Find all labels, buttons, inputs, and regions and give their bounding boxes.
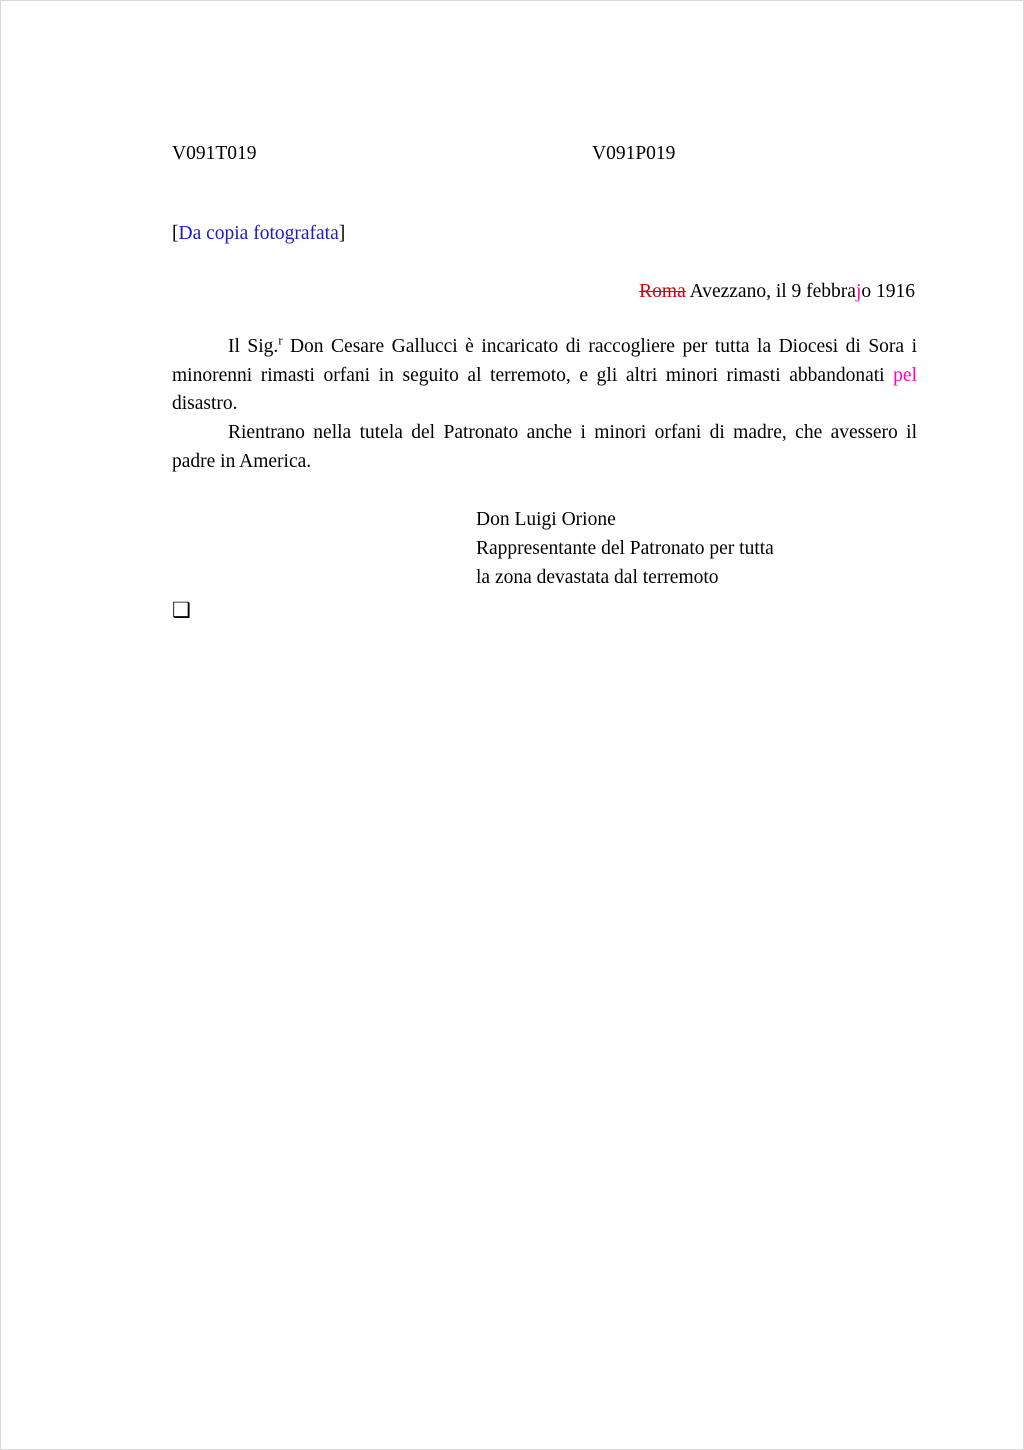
signature-role-line-1: Rappresentante del Patronato per tutta	[476, 537, 774, 559]
end-mark-icon: ❑	[172, 598, 191, 623]
dateline-inserted-letter: j	[855, 280, 862, 302]
document-header	[172, 141, 917, 167]
dateline-main: Avezzano, il 9 febbra	[689, 280, 856, 302]
source-note-close-bracket: ]	[338, 223, 346, 245]
document-body	[172, 141, 917, 621]
header-code-left: V091T019	[172, 143, 257, 164]
paragraph-1-seg-3: pel	[893, 364, 917, 386]
source-note-text: Da copia fotografata	[178, 223, 339, 245]
paragraph-1-seg-0: Il Sig.	[228, 335, 279, 357]
paragraph-1-seg-2: Don Cesare Gallucci è incaricato di raccogliere per tutta la Diocesi di Sora i minorenni rimasti orfani in seguito al terremoto, e gli altri minori rimasti abbandonati	[172, 335, 917, 386]
signature-role-line-2: la zona devastata dal terremoto	[476, 566, 719, 588]
paragraph-1	[172, 333, 917, 419]
paragraph-2-seg-0: Rientrano nella tutela del Patronato anche i minori orfani di madre, che avessero il padre in America.	[172, 421, 917, 472]
dateline	[172, 279, 917, 305]
dateline-struck-place: Roma	[639, 280, 686, 302]
dateline-tail: o 1916	[861, 280, 915, 302]
paragraph-1-superscript: r	[278, 333, 283, 348]
header-code-right: V091P019	[592, 143, 676, 164]
paragraph-2	[172, 419, 917, 476]
source-note	[172, 221, 917, 247]
signature-block	[476, 506, 917, 592]
source-note-open-bracket: [	[172, 223, 179, 245]
signature-name: Don Luigi Orione	[476, 509, 616, 531]
paragraph-1-seg-4: disastro.	[172, 393, 238, 415]
